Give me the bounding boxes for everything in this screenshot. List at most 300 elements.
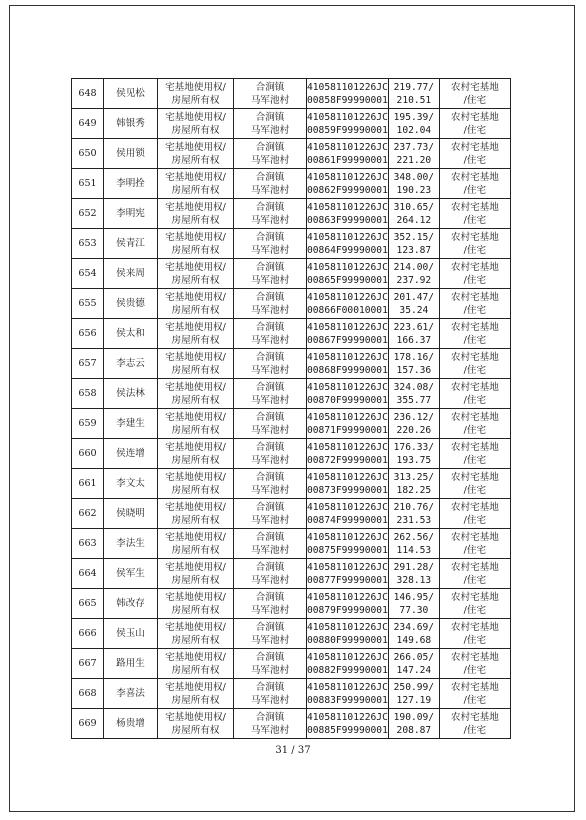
owner-name-cell: 侯连增 (104, 439, 158, 469)
location-line: 马军池村 (250, 454, 290, 466)
area-line: 190.23 (396, 184, 432, 196)
land-use-line: /住宅 (463, 694, 487, 706)
owner-name-cell: 侯玉山 (104, 619, 158, 649)
land-use-cell (439, 349, 510, 379)
location-line: 马军池村 (250, 574, 290, 586)
table-row (72, 259, 511, 289)
unit-code-line: 410581101226JC (307, 711, 388, 723)
area-line: 214.00/ (393, 261, 435, 273)
area-line: 123.87 (396, 244, 432, 256)
area-line: 266.05/ (393, 651, 435, 663)
table-row (72, 169, 511, 199)
location-cell (234, 109, 307, 139)
location-cell (234, 169, 307, 199)
unit-code-line: 00865F99990001 (307, 274, 388, 286)
land-use-cell (439, 169, 510, 199)
row-number-cell: 667 (72, 649, 104, 679)
row-number-cell: 664 (72, 559, 104, 589)
land-use-cell (439, 439, 510, 469)
area-cell (388, 259, 439, 289)
area-line: 223.61/ (393, 321, 435, 333)
area-line: 348.00/ (393, 171, 435, 183)
area-line: 352.15/ (393, 231, 435, 243)
unit-code-line: 410581101226JC (307, 141, 388, 153)
area-line: 208.87 (396, 724, 432, 736)
right-type-cell (158, 679, 234, 709)
location-cell (234, 259, 307, 289)
land-use-line: 农村宅基地 (450, 201, 499, 213)
location-line: 马军池村 (250, 124, 290, 136)
area-line: 231.53 (396, 514, 432, 526)
right-type-line: 宅基地使用权/ (165, 291, 226, 303)
right-type-cell (158, 79, 234, 109)
table-row (72, 679, 511, 709)
right-type-line: 宅基地使用权/ (165, 381, 226, 393)
location-line: 合涧镇 (255, 291, 285, 303)
land-use-cell (439, 109, 510, 139)
row-number-cell: 661 (72, 469, 104, 499)
land-use-line: /住宅 (463, 424, 487, 436)
location-line: 马军池村 (250, 484, 290, 496)
location-line: 合涧镇 (255, 561, 285, 573)
row-number-cell: 657 (72, 349, 104, 379)
unit-code-line: 410581101226JC (307, 81, 388, 93)
location-line: 合涧镇 (255, 531, 285, 543)
unit-code-cell (307, 289, 389, 319)
right-type-line: 宅基地使用权/ (165, 201, 226, 213)
location-line: 合涧镇 (255, 81, 285, 93)
land-use-line: 农村宅基地 (450, 111, 499, 123)
area-line: 310.65/ (393, 201, 435, 213)
owner-name-cell: 路用生 (104, 649, 158, 679)
table-row (72, 529, 511, 559)
location-line: 合涧镇 (255, 321, 285, 333)
owner-name-cell: 侯青江 (104, 229, 158, 259)
location-line: 合涧镇 (255, 441, 285, 453)
right-type-line: 房屋所有权 (171, 214, 220, 226)
location-line: 合涧镇 (255, 231, 285, 243)
unit-code-line: 00882F99990001 (307, 664, 388, 676)
area-line: 236.12/ (393, 411, 435, 423)
location-cell (234, 619, 307, 649)
row-number-cell: 669 (72, 709, 104, 739)
land-use-line: 农村宅基地 (450, 561, 499, 573)
owner-name-cell: 李明拴 (104, 169, 158, 199)
location-line: 马军池村 (250, 334, 290, 346)
land-use-cell (439, 469, 510, 499)
unit-code-cell (307, 559, 389, 589)
row-number-cell: 665 (72, 589, 104, 619)
area-line: 149.68 (396, 634, 432, 646)
area-line: 114.53 (396, 544, 432, 556)
right-type-line: 宅基地使用权/ (165, 441, 226, 453)
land-use-cell (439, 259, 510, 289)
owner-name-cell: 李喜法 (104, 679, 158, 709)
land-use-line: /住宅 (463, 634, 487, 646)
area-line: 102.04 (396, 124, 432, 136)
location-line: 合涧镇 (255, 261, 285, 273)
right-type-cell (158, 529, 234, 559)
land-use-line: 农村宅基地 (450, 531, 499, 543)
location-line: 马军池村 (250, 184, 290, 196)
land-use-line: /住宅 (463, 664, 487, 676)
table-row (72, 289, 511, 319)
land-use-cell (439, 499, 510, 529)
area-line: 147.24 (396, 664, 432, 676)
location-line: 马军池村 (250, 424, 290, 436)
location-line: 马军池村 (250, 664, 290, 676)
right-type-cell (158, 499, 234, 529)
table-row (72, 109, 511, 139)
land-use-line: 农村宅基地 (450, 651, 499, 663)
owner-name-cell: 侯军生 (104, 559, 158, 589)
land-use-line: /住宅 (463, 544, 487, 556)
row-number-cell: 666 (72, 619, 104, 649)
table-row (72, 589, 511, 619)
location-line: 马军池村 (250, 154, 290, 166)
right-type-cell (158, 259, 234, 289)
area-cell (388, 559, 439, 589)
right-type-line: 房屋所有权 (171, 544, 220, 556)
location-line: 马军池村 (250, 724, 290, 736)
location-cell (234, 559, 307, 589)
unit-code-line: 00875F99990001 (307, 544, 388, 556)
land-use-line: /住宅 (463, 184, 487, 196)
unit-code-cell (307, 319, 389, 349)
right-type-line: 宅基地使用权/ (165, 591, 226, 603)
table-row (72, 199, 511, 229)
owner-name-cell: 韩银秀 (104, 109, 158, 139)
land-use-cell (439, 589, 510, 619)
right-type-cell (158, 439, 234, 469)
location-line: 合涧镇 (255, 111, 285, 123)
land-use-line: /住宅 (463, 364, 487, 376)
right-type-line: 房屋所有权 (171, 304, 220, 316)
location-line: 马军池村 (250, 94, 290, 106)
location-cell (234, 139, 307, 169)
unit-code-line: 410581101226JC (307, 231, 388, 243)
location-line: 马军池村 (250, 544, 290, 556)
right-type-cell (158, 199, 234, 229)
area-line: 127.19 (396, 694, 432, 706)
location-cell (234, 439, 307, 469)
land-use-cell (439, 229, 510, 259)
area-line: 250.99/ (393, 681, 435, 693)
unit-code-line: 00885F99990001 (307, 724, 388, 736)
area-line: 291.28/ (393, 561, 435, 573)
right-type-line: 房屋所有权 (171, 694, 220, 706)
row-number-cell: 649 (72, 109, 104, 139)
right-type-line: 宅基地使用权/ (165, 471, 226, 483)
land-use-line: /住宅 (463, 514, 487, 526)
land-use-line: /住宅 (463, 94, 487, 106)
land-use-cell (439, 289, 510, 319)
owner-name-cell: 侯晓明 (104, 499, 158, 529)
land-use-line: /住宅 (463, 394, 487, 406)
table-row (72, 559, 511, 589)
location-line: 合涧镇 (255, 621, 285, 633)
location-line: 合涧镇 (255, 591, 285, 603)
row-number-cell: 663 (72, 529, 104, 559)
location-line: 合涧镇 (255, 681, 285, 693)
land-use-line: 农村宅基地 (450, 681, 499, 693)
area-line: 234.69/ (393, 621, 435, 633)
area-cell (388, 589, 439, 619)
unit-code-line: 00859F99990001 (307, 124, 388, 136)
right-type-line: 房屋所有权 (171, 514, 220, 526)
row-number-cell: 662 (72, 499, 104, 529)
row-number-cell: 651 (72, 169, 104, 199)
area-line: 190.09/ (393, 711, 435, 723)
right-type-cell (158, 349, 234, 379)
land-use-line: 农村宅基地 (450, 261, 499, 273)
area-cell (388, 379, 439, 409)
row-number-cell: 658 (72, 379, 104, 409)
table-row (72, 499, 511, 529)
land-use-cell (439, 619, 510, 649)
unit-code-line: 00864F99990001 (307, 244, 388, 256)
unit-code-line: 410581101226JC (307, 441, 388, 453)
right-type-line: 房屋所有权 (171, 124, 220, 136)
owner-name-cell: 侯用锁 (104, 139, 158, 169)
row-number-cell: 648 (72, 79, 104, 109)
table-row (72, 229, 511, 259)
location-cell (234, 589, 307, 619)
land-use-cell (439, 529, 510, 559)
unit-code-line: 410581101226JC (307, 591, 388, 603)
unit-code-cell (307, 259, 389, 289)
owner-name-cell: 李明宪 (104, 199, 158, 229)
unit-code-cell (307, 589, 389, 619)
area-line: 237.92 (396, 274, 432, 286)
right-type-cell (158, 469, 234, 499)
right-type-line: 宅基地使用权/ (165, 351, 226, 363)
unit-code-cell (307, 709, 389, 739)
location-line: 马军池村 (250, 364, 290, 376)
location-cell (234, 679, 307, 709)
unit-code-line: 00877F99990001 (307, 574, 388, 586)
owner-name-cell: 李文太 (104, 469, 158, 499)
land-use-line: /住宅 (463, 304, 487, 316)
right-type-cell (158, 109, 234, 139)
owner-name-cell: 侯来周 (104, 259, 158, 289)
owner-name-cell: 侯法林 (104, 379, 158, 409)
location-line: 合涧镇 (255, 141, 285, 153)
owner-name-cell: 李法生 (104, 529, 158, 559)
right-type-cell (158, 619, 234, 649)
right-type-cell (158, 319, 234, 349)
unit-code-cell (307, 499, 389, 529)
owner-name-cell: 杨贵增 (104, 709, 158, 739)
area-line: 182.25 (396, 484, 432, 496)
land-use-line: /住宅 (463, 334, 487, 346)
unit-code-line: 00880F99990001 (307, 634, 388, 646)
right-type-cell (158, 139, 234, 169)
right-type-line: 宅基地使用权/ (165, 141, 226, 153)
right-type-line: 宅基地使用权/ (165, 621, 226, 633)
location-line: 马军池村 (250, 694, 290, 706)
right-type-line: 宅基地使用权/ (165, 261, 226, 273)
row-number-cell: 652 (72, 199, 104, 229)
table-row (72, 139, 511, 169)
location-line: 合涧镇 (255, 651, 285, 663)
table-row (72, 409, 511, 439)
area-cell (388, 679, 439, 709)
location-cell (234, 199, 307, 229)
location-line: 合涧镇 (255, 351, 285, 363)
unit-code-line: 00867F99990001 (307, 334, 388, 346)
land-use-line: 农村宅基地 (450, 141, 499, 153)
unit-code-line: 410581101226JC (307, 651, 388, 663)
area-cell (388, 469, 439, 499)
right-type-line: 房屋所有权 (171, 274, 220, 286)
land-use-line: 农村宅基地 (450, 591, 499, 603)
table-row (72, 649, 511, 679)
area-cell (388, 229, 439, 259)
unit-code-cell (307, 619, 389, 649)
area-line: 35.24 (399, 304, 429, 316)
unit-code-line: 410581101226JC (307, 261, 388, 273)
owner-name-cell: 侯太和 (104, 319, 158, 349)
land-use-line: 农村宅基地 (450, 621, 499, 633)
unit-code-cell (307, 229, 389, 259)
unit-code-cell (307, 79, 389, 109)
location-line: 马军池村 (250, 634, 290, 646)
land-use-cell (439, 679, 510, 709)
unit-code-line: 410581101226JC (307, 501, 388, 513)
unit-code-line: 00870F99990001 (307, 394, 388, 406)
unit-code-line: 00871F99990001 (307, 424, 388, 436)
unit-code-line: 410581101226JC (307, 171, 388, 183)
area-line: 210.51 (396, 94, 432, 106)
area-line: 210.76/ (393, 501, 435, 513)
location-cell (234, 79, 307, 109)
right-type-line: 宅基地使用权/ (165, 561, 226, 573)
land-use-line: /住宅 (463, 154, 487, 166)
land-use-cell (439, 379, 510, 409)
unit-code-cell (307, 379, 389, 409)
land-use-line: 农村宅基地 (450, 411, 499, 423)
right-type-line: 房屋所有权 (171, 334, 220, 346)
area-cell (388, 199, 439, 229)
area-cell (388, 289, 439, 319)
area-line: 264.12 (396, 214, 432, 226)
right-type-cell (158, 559, 234, 589)
table-row (72, 709, 511, 739)
unit-code-cell (307, 349, 389, 379)
area-cell (388, 109, 439, 139)
land-use-line: /住宅 (463, 274, 487, 286)
unit-code-line: 00866F00010001 (307, 304, 388, 316)
location-line: 合涧镇 (255, 171, 285, 183)
area-line: 221.20 (396, 154, 432, 166)
right-type-cell (158, 229, 234, 259)
area-line: 220.26 (396, 424, 432, 436)
area-cell (388, 529, 439, 559)
location-line: 合涧镇 (255, 711, 285, 723)
owner-name-cell: 李建生 (104, 409, 158, 439)
right-type-line: 房屋所有权 (171, 664, 220, 676)
unit-code-line: 410581101226JC (307, 411, 388, 423)
location-cell (234, 379, 307, 409)
area-cell (388, 139, 439, 169)
land-use-cell (439, 79, 510, 109)
land-use-cell (439, 319, 510, 349)
unit-code-cell (307, 439, 389, 469)
row-number-cell: 650 (72, 139, 104, 169)
unit-code-line: 410581101226JC (307, 111, 388, 123)
location-line: 合涧镇 (255, 381, 285, 393)
table-body (72, 79, 511, 739)
row-number-cell: 654 (72, 259, 104, 289)
right-type-line: 宅基地使用权/ (165, 111, 226, 123)
unit-code-cell (307, 529, 389, 559)
right-type-line: 房屋所有权 (171, 184, 220, 196)
unit-code-line: 410581101226JC (307, 291, 388, 303)
row-number-cell: 668 (72, 679, 104, 709)
area-cell (388, 709, 439, 739)
land-use-cell (439, 139, 510, 169)
row-number-cell: 655 (72, 289, 104, 319)
area-line: 146.95/ (393, 591, 435, 603)
location-line: 马军池村 (250, 214, 290, 226)
table-row (72, 349, 511, 379)
right-type-line: 房屋所有权 (171, 574, 220, 586)
table-row (72, 379, 511, 409)
location-line: 合涧镇 (255, 501, 285, 513)
location-cell (234, 289, 307, 319)
land-use-line: /住宅 (463, 484, 487, 496)
land-rights-table (71, 78, 511, 739)
right-type-line: 房屋所有权 (171, 724, 220, 736)
right-type-line: 房屋所有权 (171, 244, 220, 256)
area-line: 178.16/ (393, 351, 435, 363)
location-cell (234, 469, 307, 499)
location-line: 马军池村 (250, 514, 290, 526)
right-type-line: 宅基地使用权/ (165, 321, 226, 333)
right-type-cell (158, 709, 234, 739)
area-line: 166.37 (396, 334, 432, 346)
unit-code-line: 00879F99990001 (307, 604, 388, 616)
row-number-cell: 653 (72, 229, 104, 259)
right-type-cell (158, 289, 234, 319)
location-line: 合涧镇 (255, 201, 285, 213)
land-use-line: 农村宅基地 (450, 351, 499, 363)
owner-name-cell: 李志云 (104, 349, 158, 379)
location-line: 马军池村 (250, 274, 290, 286)
row-number-cell: 660 (72, 439, 104, 469)
land-use-cell (439, 199, 510, 229)
area-line: 193.75 (396, 454, 432, 466)
row-number-cell: 659 (72, 409, 104, 439)
table-row (72, 319, 511, 349)
area-cell (388, 439, 439, 469)
land-use-line: 农村宅基地 (450, 441, 499, 453)
unit-code-line: 00872F99990001 (307, 454, 388, 466)
area-line: 176.33/ (393, 441, 435, 453)
land-use-cell (439, 709, 510, 739)
unit-code-line: 410581101226JC (307, 351, 388, 363)
land-use-line: 农村宅基地 (450, 501, 499, 513)
unit-code-cell (307, 199, 389, 229)
unit-code-line: 410581101226JC (307, 201, 388, 213)
table-row (72, 439, 511, 469)
land-use-line: 农村宅基地 (450, 381, 499, 393)
location-line: 马军池村 (250, 604, 290, 616)
unit-code-line: 410581101226JC (307, 621, 388, 633)
area-line: 328.13 (396, 574, 432, 586)
unit-code-line: 410581101226JC (307, 381, 388, 393)
